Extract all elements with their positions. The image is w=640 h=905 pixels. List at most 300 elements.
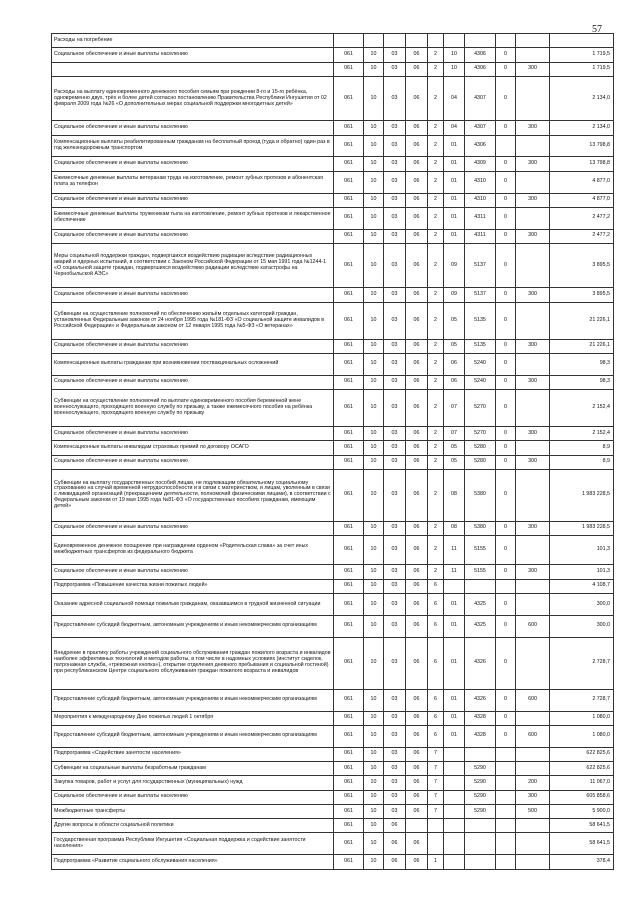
ministry-code: 061 xyxy=(334,819,364,833)
ministry-code: 061 xyxy=(334,135,364,157)
subprogram-code: 2 xyxy=(428,353,444,375)
subsection-code: 06 xyxy=(384,855,406,869)
section-code: 10 xyxy=(364,776,384,790)
row-name: Другие вопросы в области социальной политики xyxy=(52,819,334,833)
table-row xyxy=(52,157,614,171)
subprogram-code: 7 xyxy=(428,776,444,790)
table-row xyxy=(52,790,614,804)
row-name: Социальное обеспечение и иные выплаты населению xyxy=(52,121,334,135)
direction-code: 4306 xyxy=(465,135,496,157)
subsection-code: 06 xyxy=(384,819,406,833)
row-sum: 1 719,5 xyxy=(550,48,614,62)
subprogram-code: 6 xyxy=(428,594,444,616)
event-code: 09 xyxy=(444,288,465,302)
row-name: Социальное обеспечение и иные выплаты населению xyxy=(52,565,334,579)
row-sum: 11 067,0 xyxy=(550,776,614,790)
expense-type-code xyxy=(516,244,550,288)
table-row xyxy=(52,375,614,389)
program-code: 06 xyxy=(406,339,428,353)
extra-code xyxy=(496,34,516,48)
subprogram-code: 2 xyxy=(428,455,444,469)
expense-type-code: 300 xyxy=(516,565,550,579)
subprogram-code: 2 xyxy=(428,565,444,579)
subsection-code: 06 xyxy=(384,833,406,855)
event-code: 09 xyxy=(444,244,465,288)
expense-type-code xyxy=(516,579,550,593)
extra-code: 0 xyxy=(496,441,516,455)
program-code: 06 xyxy=(406,776,428,790)
extra-code: 0 xyxy=(496,302,516,339)
row-sum: 58 641,5 xyxy=(550,819,614,833)
subsection-code: 03 xyxy=(384,761,406,775)
ministry-code: 061 xyxy=(334,353,364,375)
event-code: 11 xyxy=(444,565,465,579)
subprogram-code: 2 xyxy=(428,244,444,288)
section-code: 10 xyxy=(364,819,384,833)
ministry-code: 061 xyxy=(334,565,364,579)
program-code: 06 xyxy=(406,579,428,593)
direction-code: 4328 xyxy=(465,725,496,747)
expense-type-code xyxy=(516,594,550,616)
section-code: 10 xyxy=(364,390,384,427)
direction-code: 5380 xyxy=(465,469,496,521)
table-row xyxy=(52,594,614,616)
row-sum: 98,3 xyxy=(550,375,614,389)
extra-code xyxy=(496,833,516,855)
expense-type-code: 600 xyxy=(516,615,550,637)
section-code: 10 xyxy=(364,302,384,339)
table-row xyxy=(52,637,614,689)
subsection-code: 03 xyxy=(384,48,406,62)
table-row xyxy=(52,302,614,339)
direction-code: 4326 xyxy=(465,689,496,711)
event-code: 07 xyxy=(444,426,465,440)
program-code: 06 xyxy=(406,229,428,243)
expense-type-code xyxy=(516,135,550,157)
expense-type-code xyxy=(516,353,550,375)
section-code: 10 xyxy=(364,747,384,761)
section-code: 10 xyxy=(364,833,384,855)
ministry-code: 061 xyxy=(334,390,364,427)
row-name: Ежемесячные денежные выплаты ветеранам труда на изготовление, ремонт зубных протезов и абонентская плата за телефон xyxy=(52,171,334,193)
row-sum: 1 983 228,5 xyxy=(550,521,614,535)
subsection-code: 03 xyxy=(384,339,406,353)
subsection-code: 03 xyxy=(384,62,406,76)
row-sum: 605 858,6 xyxy=(550,790,614,804)
program-code: 06 xyxy=(406,855,428,869)
row-name: Компенсационные выплаты реабилитированным гражданам на бесплатный проезд (туда и обратно) один раз в год железнодорожным транспортом xyxy=(52,135,334,157)
section-code: 10 xyxy=(364,455,384,469)
event-code xyxy=(444,804,465,818)
expense-type-code xyxy=(516,469,550,521)
program-code: 06 xyxy=(406,469,428,521)
row-sum: 1 719,5 xyxy=(550,62,614,76)
extra-code: 0 xyxy=(496,594,516,616)
table-row xyxy=(52,747,614,761)
ministry-code: 061 xyxy=(334,157,364,171)
table-row xyxy=(52,34,614,48)
program-code: 06 xyxy=(406,747,428,761)
row-name: Субвенции на осуществление полномочий по выплате единовременного пособия беременной жене военнослужащего, проходящего военную службу по призыву, а также ежемесячного пособия на ребёнка военнослужащего, проходящего военную службу по призыву xyxy=(52,390,334,427)
subsection-code: 03 xyxy=(384,353,406,375)
extra-code: 0 xyxy=(496,426,516,440)
event-code: 01 xyxy=(444,207,465,229)
section-code: 10 xyxy=(364,855,384,869)
row-name: Социальное обеспечение и иные выплаты населению xyxy=(52,375,334,389)
subprogram-code: 2 xyxy=(428,121,444,135)
row-name: Государственная программа Республики Ингушетия «Социальная поддержка и содействие занятости населения» xyxy=(52,833,334,855)
subsection-code: 03 xyxy=(384,441,406,455)
direction-code: 4306 xyxy=(465,48,496,62)
section-code: 10 xyxy=(364,521,384,535)
ministry-code: 061 xyxy=(334,229,364,243)
ministry-code: 061 xyxy=(334,594,364,616)
subprogram-code: 7 xyxy=(428,761,444,775)
ministry-code: 061 xyxy=(334,62,364,76)
subsection-code xyxy=(384,34,406,48)
row-name: Социальное обеспечение и иные выплаты населению xyxy=(52,426,334,440)
row-sum: 5 900,0 xyxy=(550,804,614,818)
extra-code xyxy=(496,819,516,833)
expense-type-code xyxy=(516,171,550,193)
event-code: 06 xyxy=(444,353,465,375)
subsection-code: 03 xyxy=(384,171,406,193)
event-code xyxy=(444,34,465,48)
row-name: Меры социальной поддержки граждан, подвергшихся воздействию радиации вследствие радиационных аварий и ядерных испытаний, в соответствии с Законом Российской Федерации от 15 мая 1991 года №1244-1 «О социальной защите граждан, подвергшихся воздействию радиации вследствие катастрофы на Чернобыльской АЭС» xyxy=(52,244,334,288)
ministry-code: 061 xyxy=(334,288,364,302)
program-code: 06 xyxy=(406,171,428,193)
direction-code: 5137 xyxy=(465,244,496,288)
extra-code xyxy=(496,579,516,593)
section-code: 10 xyxy=(364,193,384,207)
row-name: Социальное обеспечение и иные выплаты населению xyxy=(52,790,334,804)
direction-code: 5155 xyxy=(465,565,496,579)
expense-type-code: 300 xyxy=(516,62,550,76)
expense-type-code xyxy=(516,207,550,229)
table-row xyxy=(52,565,614,579)
section-code: 10 xyxy=(364,135,384,157)
expense-type-code: 300 xyxy=(516,339,550,353)
table-row xyxy=(52,441,614,455)
section-code xyxy=(364,34,384,48)
subsection-code: 03 xyxy=(384,615,406,637)
section-code: 10 xyxy=(364,157,384,171)
expense-type-code: 300 xyxy=(516,375,550,389)
section-code: 10 xyxy=(364,469,384,521)
direction-code: 5290 xyxy=(465,761,496,775)
section-code: 10 xyxy=(364,725,384,747)
expense-type-code: 500 xyxy=(516,804,550,818)
extra-code: 0 xyxy=(496,521,516,535)
event-code: 05 xyxy=(444,441,465,455)
ministry-code: 061 xyxy=(334,302,364,339)
row-name: Ежемесячные денежные выплаты труженикам тыла на изготовление, ремонт зубных протезов и лекарственное обеспечение xyxy=(52,207,334,229)
extra-code xyxy=(496,776,516,790)
event-code: 07 xyxy=(444,390,465,427)
extra-code: 0 xyxy=(496,339,516,353)
extra-code: 0 xyxy=(496,288,516,302)
subsection-code: 03 xyxy=(384,288,406,302)
extra-code: 0 xyxy=(496,455,516,469)
subsection-code: 03 xyxy=(384,689,406,711)
extra-code: 0 xyxy=(496,121,516,135)
subsection-code: 03 xyxy=(384,790,406,804)
table-row xyxy=(52,469,614,521)
subprogram-code: 2 xyxy=(428,135,444,157)
expense-type-code: 300 xyxy=(516,426,550,440)
section-code: 10 xyxy=(364,804,384,818)
expense-type-code: 300 xyxy=(516,193,550,207)
row-name: Подпрограмма «Развитие социального обслуживания населения» xyxy=(52,855,334,869)
subprogram-code: 1 xyxy=(428,855,444,869)
extra-code xyxy=(496,855,516,869)
ministry-code xyxy=(334,34,364,48)
program-code: 06 xyxy=(406,790,428,804)
event-code: 01 xyxy=(444,711,465,725)
subsection-code: 03 xyxy=(384,76,406,120)
direction-code xyxy=(465,34,496,48)
event-code: 11 xyxy=(444,536,465,565)
program-code: 06 xyxy=(406,302,428,339)
row-sum: 8,9 xyxy=(550,441,614,455)
section-code: 10 xyxy=(364,339,384,353)
direction-code: 5135 xyxy=(465,302,496,339)
expense-type-code: 300 xyxy=(516,521,550,535)
subprogram-code: 6 xyxy=(428,637,444,689)
table-row xyxy=(52,819,614,833)
expense-type-code xyxy=(516,637,550,689)
table-row xyxy=(52,193,614,207)
program-code: 06 xyxy=(406,521,428,535)
extra-code: 0 xyxy=(496,615,516,637)
subsection-code: 03 xyxy=(384,521,406,535)
event-code: 08 xyxy=(444,521,465,535)
ministry-code: 061 xyxy=(334,469,364,521)
event-code: 01 xyxy=(444,171,465,193)
section-code: 10 xyxy=(364,229,384,243)
subsection-code: 03 xyxy=(384,207,406,229)
program-code: 06 xyxy=(406,135,428,157)
subprogram-code: 6 xyxy=(428,689,444,711)
row-sum: 4 877,0 xyxy=(550,193,614,207)
direction-code: 5270 xyxy=(465,426,496,440)
ministry-code: 061 xyxy=(334,426,364,440)
ministry-code: 061 xyxy=(334,193,364,207)
event-code: 01 xyxy=(444,157,465,171)
program-code xyxy=(406,34,428,48)
direction-code: 5270 xyxy=(465,390,496,427)
direction-code: 4310 xyxy=(465,193,496,207)
section-code: 10 xyxy=(364,711,384,725)
program-code: 06 xyxy=(406,637,428,689)
extra-code: 0 xyxy=(496,390,516,427)
table-row xyxy=(52,521,614,535)
subsection-code: 03 xyxy=(384,229,406,243)
subsection-code: 03 xyxy=(384,302,406,339)
row-name: Предоставление субсидий бюджетным, автономным учреждениям и иным некоммерческим организациям xyxy=(52,725,334,747)
program-code: 06 xyxy=(406,711,428,725)
expense-type-code xyxy=(516,833,550,855)
section-code: 10 xyxy=(364,594,384,616)
direction-code: 4309 xyxy=(465,157,496,171)
section-code: 10 xyxy=(364,689,384,711)
event-code: 01 xyxy=(444,229,465,243)
program-code: 06 xyxy=(406,244,428,288)
expense-type-code xyxy=(516,747,550,761)
section-code: 10 xyxy=(364,121,384,135)
section-code: 10 xyxy=(364,790,384,804)
row-sum: 4 877,0 xyxy=(550,171,614,193)
extra-code: 0 xyxy=(496,48,516,62)
table-row xyxy=(52,121,614,135)
direction-code: 4306 xyxy=(465,62,496,76)
ministry-code: 061 xyxy=(334,776,364,790)
subsection-code: 03 xyxy=(384,135,406,157)
row-sum: 622 825,6 xyxy=(550,747,614,761)
subprogram-code: 2 xyxy=(428,157,444,171)
direction-code xyxy=(465,747,496,761)
section-code: 10 xyxy=(364,207,384,229)
row-sum: 1 080,0 xyxy=(550,725,614,747)
row-name: Расходы на выплату единовременного денежного пособия семьям при рождении 8-го и 15-го ребёнка, одновременно двух, трёх и более детей согласно постановлению Правительства Республики Ингушетия от 02 февраля 2009 года №26 «О дополнительных мерах социальной поддержки многодетных детей» xyxy=(52,76,334,120)
ministry-code: 061 xyxy=(334,579,364,593)
expense-type-code: 600 xyxy=(516,725,550,747)
subsection-code: 03 xyxy=(384,804,406,818)
row-name: Субвенции на социальные выплаты безработным гражданам xyxy=(52,761,334,775)
extra-code: 0 xyxy=(496,193,516,207)
subsection-code: 03 xyxy=(384,244,406,288)
ministry-code: 061 xyxy=(334,244,364,288)
subsection-code: 03 xyxy=(384,747,406,761)
subprogram-code: 2 xyxy=(428,48,444,62)
event-code xyxy=(444,819,465,833)
extra-code xyxy=(496,747,516,761)
direction-code xyxy=(465,579,496,593)
extra-code xyxy=(496,761,516,775)
table-row xyxy=(52,455,614,469)
row-name: Компенсационные выплаты инвалидам страховых премий по договору ОСАГО xyxy=(52,441,334,455)
row-sum: 622 825,6 xyxy=(550,761,614,775)
extra-code: 0 xyxy=(496,725,516,747)
row-name: Социальное обеспечение и иные выплаты населению xyxy=(52,521,334,535)
event-code: 01 xyxy=(444,689,465,711)
table-row xyxy=(52,288,614,302)
subsection-code: 03 xyxy=(384,121,406,135)
ministry-code: 061 xyxy=(334,637,364,689)
row-sum: 2 152,4 xyxy=(550,426,614,440)
direction-code: 4310 xyxy=(465,171,496,193)
expense-type-code: 200 xyxy=(516,776,550,790)
expense-type-code: 300 xyxy=(516,157,550,171)
table-row xyxy=(52,725,614,747)
row-name: Социальное обеспечение и иные выплаты населению xyxy=(52,157,334,171)
subprogram-code: 2 xyxy=(428,375,444,389)
row-sum: 2 134,0 xyxy=(550,76,614,120)
table-row xyxy=(52,711,614,725)
subprogram-code xyxy=(428,34,444,48)
direction-code: 5240 xyxy=(465,375,496,389)
direction-code: 5280 xyxy=(465,455,496,469)
event-code: 01 xyxy=(444,615,465,637)
subprogram-code: 2 xyxy=(428,229,444,243)
table-row xyxy=(52,48,614,62)
subprogram-code: 6 xyxy=(428,615,444,637)
ministry-code: 061 xyxy=(334,855,364,869)
expense-type-code xyxy=(516,761,550,775)
extra-code xyxy=(496,135,516,157)
row-name: Социальное обеспечение и иные выплаты населению xyxy=(52,48,334,62)
subsection-code: 03 xyxy=(384,375,406,389)
section-code: 10 xyxy=(364,615,384,637)
section-code: 10 xyxy=(364,536,384,565)
section-code: 10 xyxy=(364,579,384,593)
row-sum: 98,3 xyxy=(550,353,614,375)
expense-type-code xyxy=(516,76,550,120)
section-code: 10 xyxy=(364,375,384,389)
row-sum: 2 477,2 xyxy=(550,207,614,229)
program-code: 06 xyxy=(406,565,428,579)
program-code: 06 xyxy=(406,62,428,76)
subsection-code: 03 xyxy=(384,725,406,747)
program-code xyxy=(406,819,428,833)
row-name: Внедрение в практику работы учреждений социального обслуживания граждан пожилого возраста и инвалидов наиболее эффективных технологий и методов работы, в том числе в надомных условиях (институт сиделок, патронажная служба, «тревожная кнопка»), открытие отделения дневного пребывания и социальной гостиной) при республиканском Центре социального обслуживания граждан пожилого возраста и инвалидов xyxy=(52,637,334,689)
expense-type-code xyxy=(516,302,550,339)
extra-code: 0 xyxy=(496,375,516,389)
ministry-code: 061 xyxy=(334,747,364,761)
section-code: 10 xyxy=(364,288,384,302)
row-name xyxy=(52,62,334,76)
row-sum: 8,9 xyxy=(550,455,614,469)
subprogram-code: 7 xyxy=(428,747,444,761)
section-code: 10 xyxy=(364,637,384,689)
row-name: Оказание адресной социальной помощи пожилым гражданам, оказавшимся в трудной жизненной ситуации xyxy=(52,594,334,616)
row-sum: 21 226,1 xyxy=(550,302,614,339)
ministry-code: 061 xyxy=(334,761,364,775)
row-name: Социальное обеспечение и иные выплаты населению xyxy=(52,229,334,243)
ministry-code: 061 xyxy=(334,711,364,725)
row-name: Подпрограмма «Повышение качества жизни пожилых людей» xyxy=(52,579,334,593)
ministry-code: 061 xyxy=(334,375,364,389)
direction-code: 5290 xyxy=(465,790,496,804)
section-code: 10 xyxy=(364,244,384,288)
subprogram-code: 2 xyxy=(428,469,444,521)
subprogram-code: 2 xyxy=(428,76,444,120)
ministry-code: 061 xyxy=(334,804,364,818)
row-sum: 3 895,5 xyxy=(550,288,614,302)
direction-code: 4328 xyxy=(465,711,496,725)
program-code: 06 xyxy=(406,157,428,171)
direction-code: 5290 xyxy=(465,804,496,818)
direction-code: 4325 xyxy=(465,594,496,616)
program-code: 06 xyxy=(406,353,428,375)
row-sum: 378,4 xyxy=(550,855,614,869)
direction-code: 5240 xyxy=(465,353,496,375)
row-name: Подпрограмма «Содействие занятости населения» xyxy=(52,747,334,761)
subprogram-code: 2 xyxy=(428,193,444,207)
subsection-code: 03 xyxy=(384,776,406,790)
row-name: Компенсационные выплаты гражданам при возникновении поствакцинальных осложнений xyxy=(52,353,334,375)
program-code: 06 xyxy=(406,48,428,62)
program-code: 06 xyxy=(406,76,428,120)
ministry-code: 061 xyxy=(334,48,364,62)
extra-code: 0 xyxy=(496,157,516,171)
table-row xyxy=(52,855,614,869)
subprogram-code: 2 xyxy=(428,288,444,302)
direction-code: 4326 xyxy=(465,637,496,689)
program-code: 06 xyxy=(406,594,428,616)
program-code: 06 xyxy=(406,689,428,711)
row-sum: 1 080,0 xyxy=(550,711,614,725)
